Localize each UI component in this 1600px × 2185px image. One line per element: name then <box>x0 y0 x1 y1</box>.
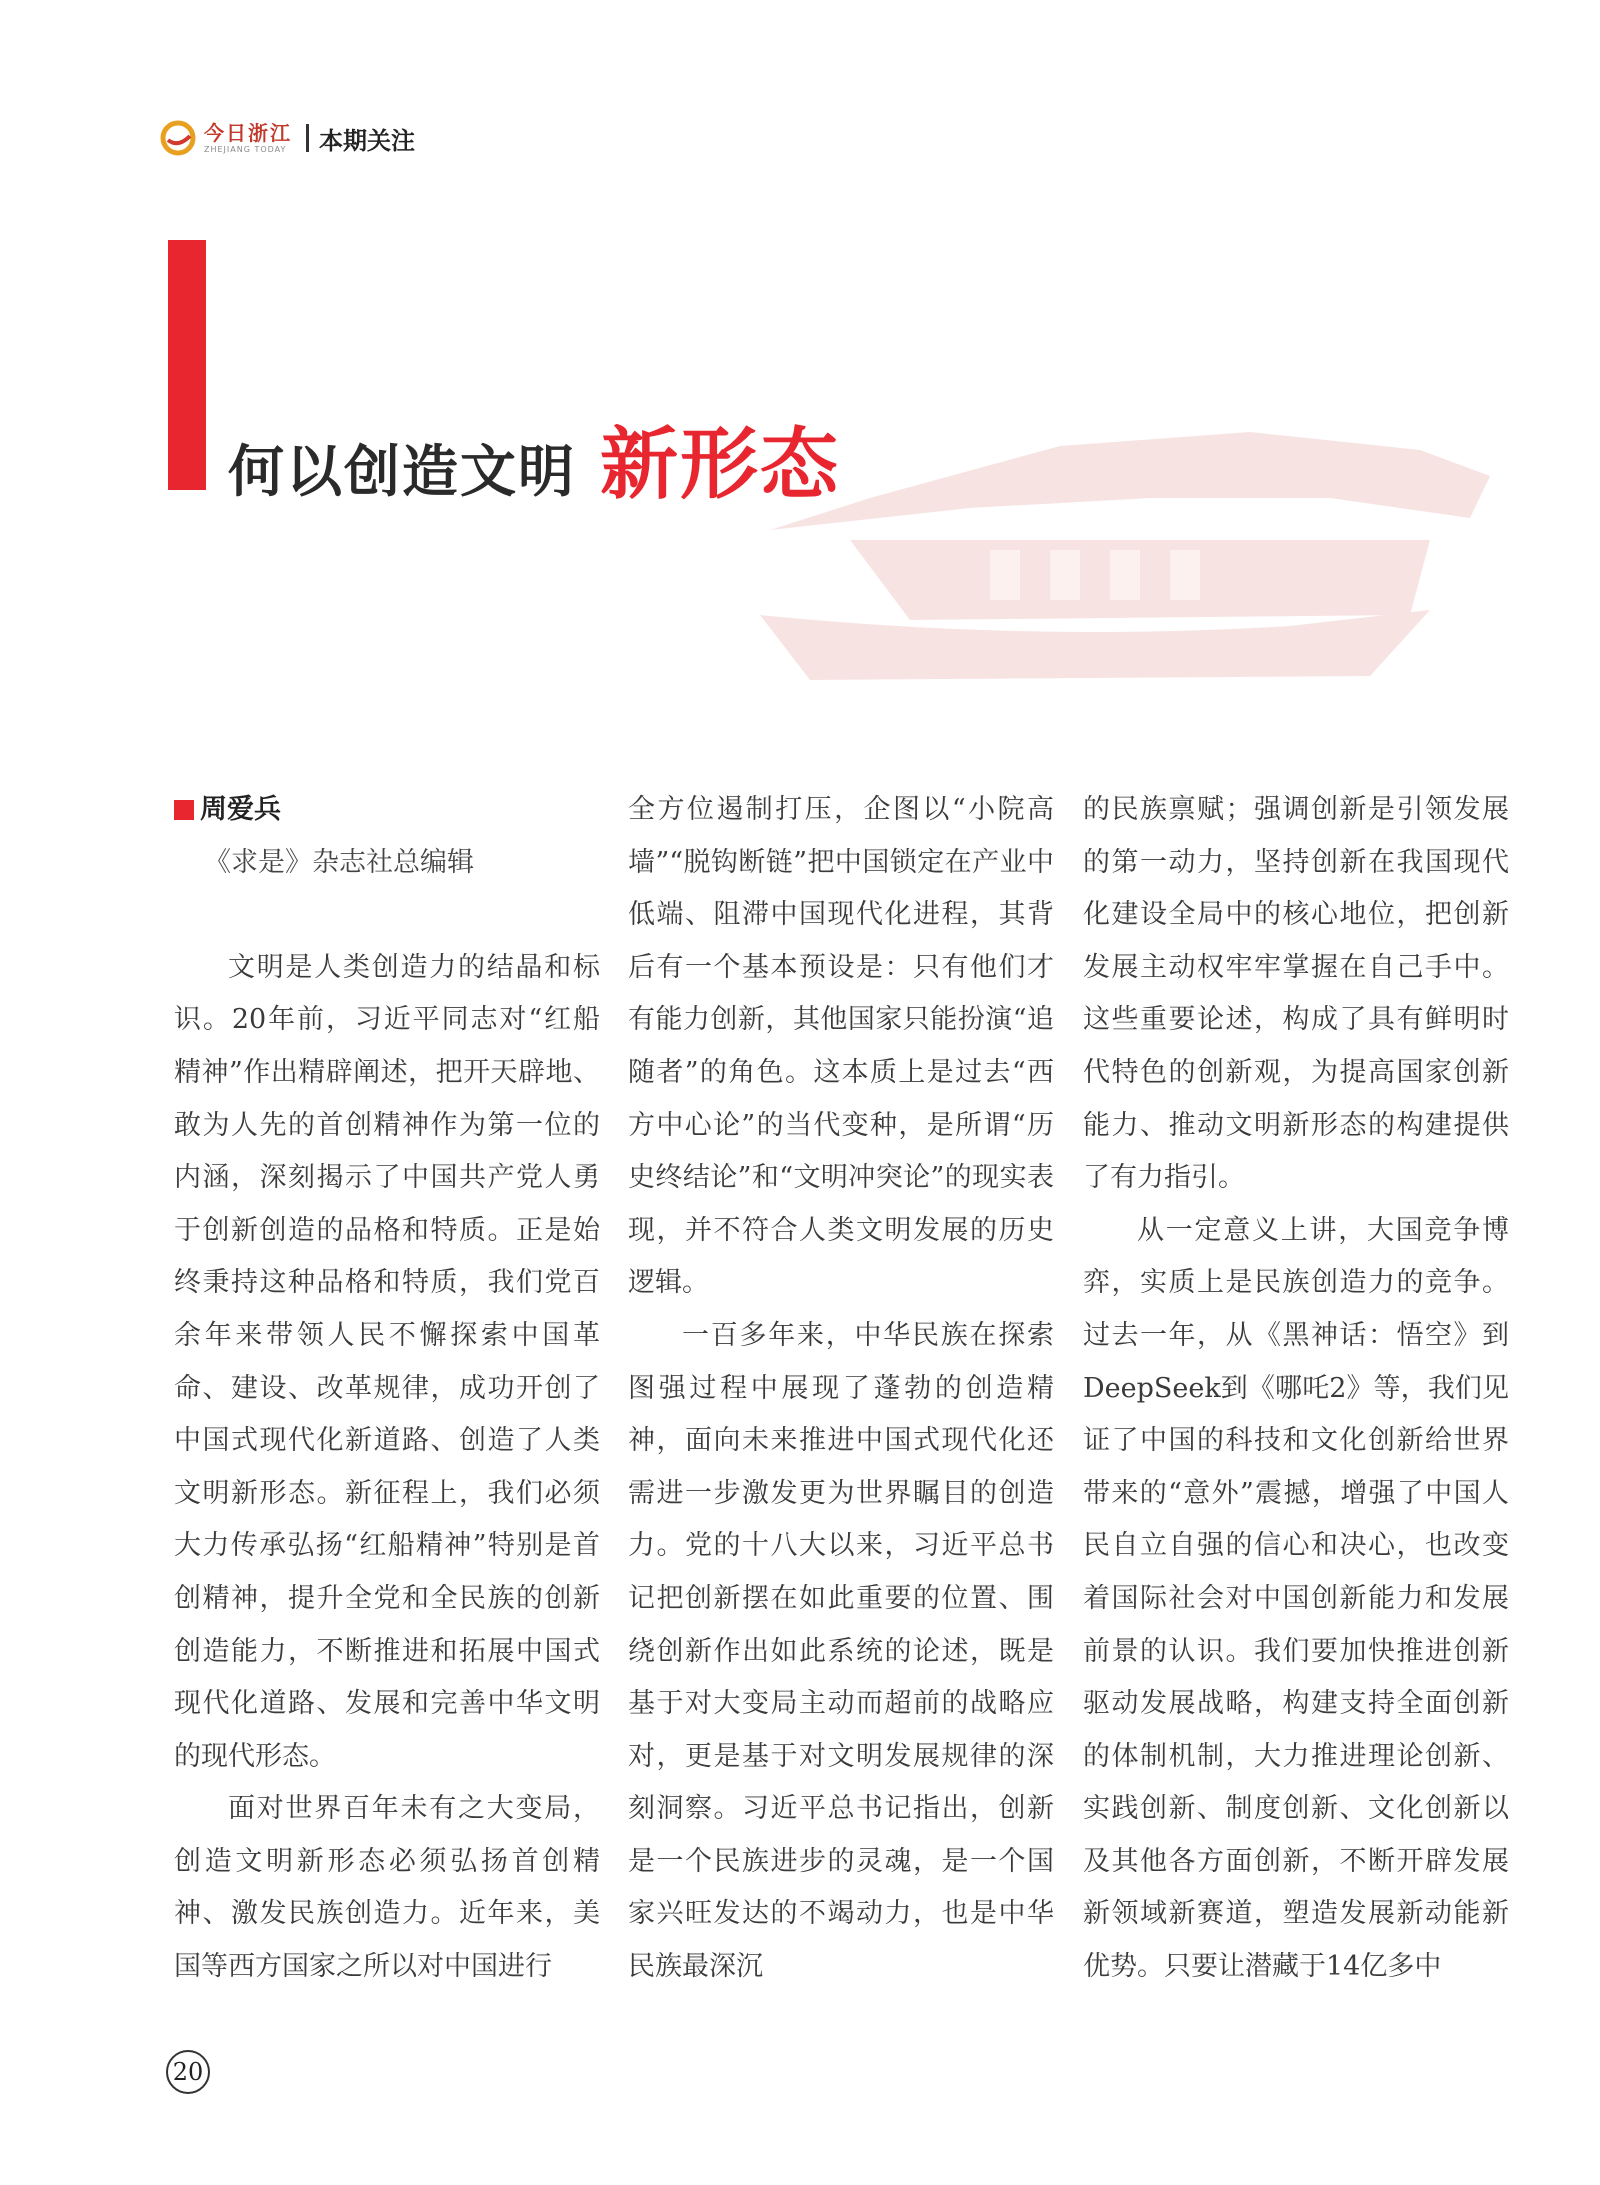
logo-name: 今日浙江 <box>204 120 292 145</box>
logo-text <box>204 120 292 154</box>
paragraph: 的民族禀赋；强调创新是引领发展的第一动力，坚持创新在我国现代化建设全局中的核心地位，把创新发展主动权牢牢掌握在自己手中。这些重要论述，构成了具有鲜明时代特色的创新观，为提高国家创新能力、推动文明新形态的构建提供了有力指引。 <box>1083 794 1509 1194</box>
paragraph: 文明是人类创造力的结晶和标识。20年前，习近平同志对“红船精神”作出精辟阐述，把开天辟地、敢为人先的首创精神作为第一位的内涵，深刻揭示了中国共产党人勇于创新创造的品格和特质。正是始终秉持这种品格和特质，我们党百余年来带领人民不懈探索中国革命、建设、改革规律，成功开创了中国式现代化新道路、创造了人类文明新形态。新征程上，我们必须大力传承弘扬“红船精神”特别是首创精神，提升全党和全民族的创新创造能力，不断推进和拓展中国式现代化道路、发展和完善中华文明的现代形态。 <box>174 951 600 1772</box>
logo-subtext: ZHEJIANG TODAY <box>204 144 287 154</box>
article-title <box>228 402 840 514</box>
text-column-1 <box>174 784 600 1994</box>
title-accent-text: 新形态 <box>600 419 841 510</box>
zhejiang-today-logo-icon <box>158 118 198 158</box>
text-column-3 <box>1083 784 1509 1994</box>
author-name: 周爱兵 <box>200 794 281 825</box>
paragraph: 从一定意义上讲，大国竞争博弈，实质上是民族创造力的竞争。过去一年，从《黑神话：悟空》到DeepSeek到《哪吒2》等，我们见证了中国的科技和文化创新给世界带来的“意外”震撼，增强了中国人民自立自强的信心和决心，也改变着国际社会对中国创新能力和发展前景的认识。我们要加快推进创新驱动发展战略，构建支持全面创新的体制机制，大力推进理论创新、实践创新、制度创新、文化创新以及其他各方面创新，不断开辟发展新领域新赛道，塑造发展新动能新优势。只要让潜藏于14亿多中 <box>1083 1214 1509 1983</box>
section-label: 本期关注 <box>319 126 415 155</box>
title-accent-bar <box>168 240 206 490</box>
paragraph: 全方位遏制打压，企图以“小院高墙”“脱钩断链”把中国锁定在产业中低端、阻滞中国现代化进程，其背后有一个基本预设是：只有他们才有能力创新，其他国家只能扮演“追随者”的角色。这本质上是过去“西方中心论”的当代变种，是所谓“历史终结论”和“文明冲突论”的现实表现，并不符合人类文明发展的历史逻辑。 <box>628 794 1054 1299</box>
spacer <box>174 889 600 942</box>
author-marker-icon <box>174 800 194 820</box>
page-header <box>158 118 415 158</box>
page-number: 20 <box>166 2050 210 2094</box>
red-boat-illustration-icon <box>730 380 1500 690</box>
header-divider <box>306 124 309 152</box>
paragraph: 面对世界百年未有之大变局，创造文明新形态必须弘扬首创精神、激发民族创造力。近年来，美国等西方国家之所以对中国进行 <box>174 1793 600 1983</box>
paragraph: 一百多年来，中华民族在探索图强过程中展现了蓬勃的创造精神，面向未来推进中国式现代化还需进一步激发更为世界瞩目的创造力。党的十八大以来，习近平总书记把创新摆在如此重要的位置、围绕创新作出如此系统的论述，既是基于对大变局主动而超前的战略应对，更是基于对文明发展规律的深刻洞察。习近平总书记指出，创新是一个民族进步的灵魂，是一个国家兴旺发达的不竭动力，也是中华民族最深沉 <box>628 1319 1054 1983</box>
author-line <box>174 784 600 837</box>
author-position: 《求是》杂志社总编辑 <box>204 846 474 878</box>
text-column-2 <box>628 784 1054 1994</box>
title-main-text: 何以创造文明 <box>228 439 576 505</box>
